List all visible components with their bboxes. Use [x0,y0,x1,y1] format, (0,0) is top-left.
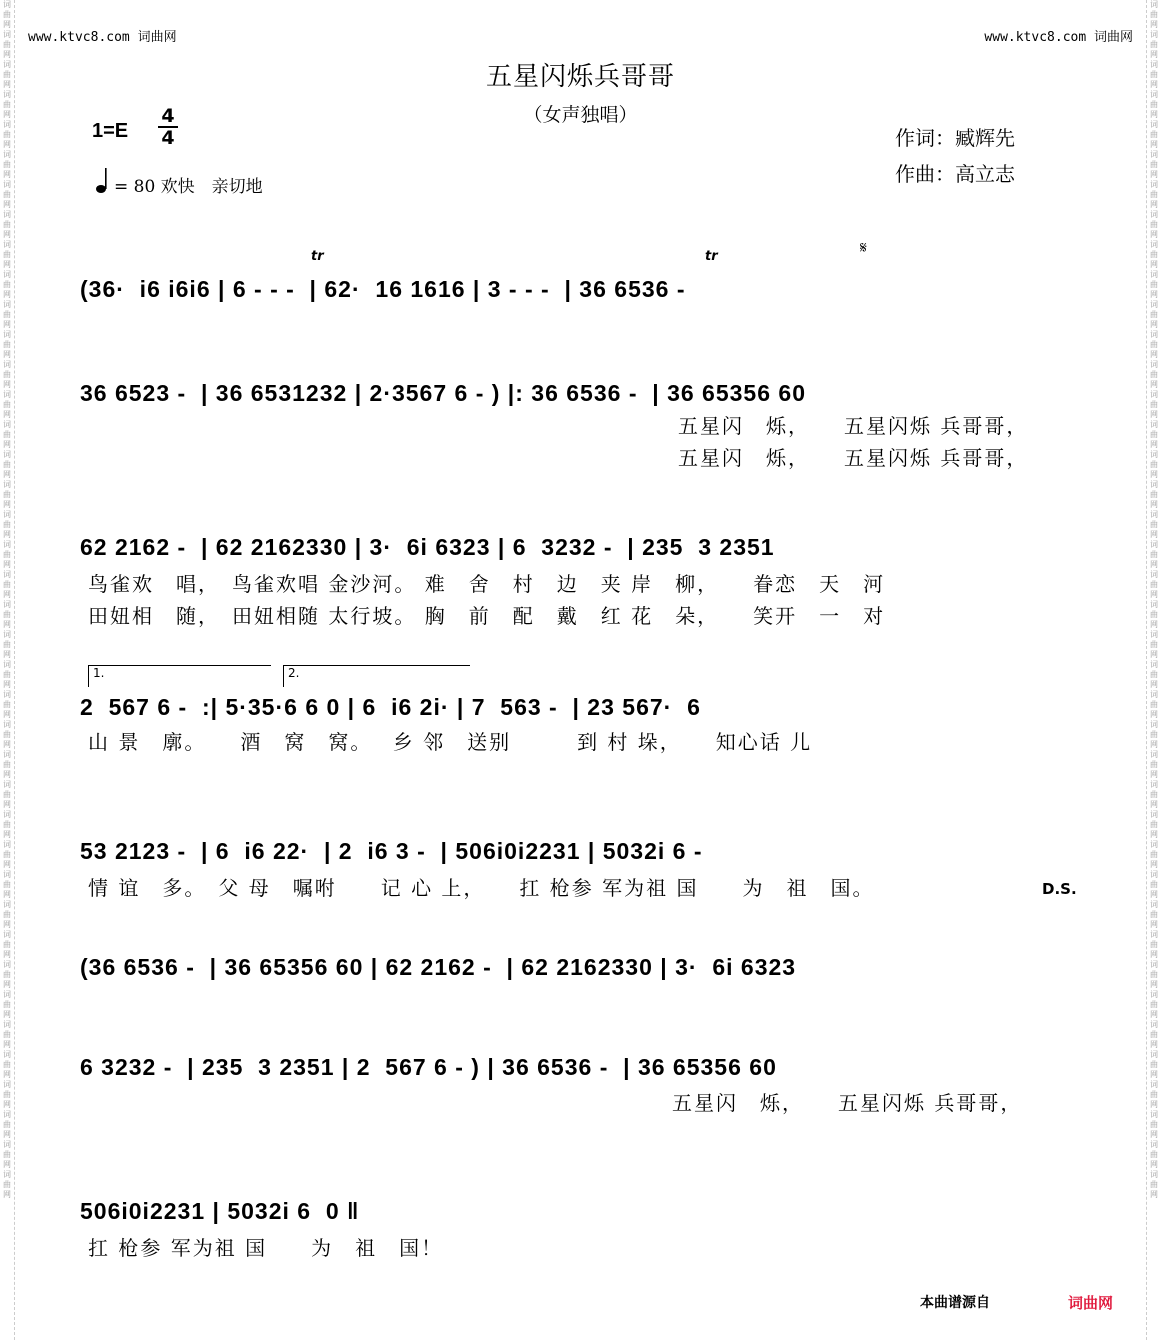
staff-row-1 [80,264,1075,314]
notation-line: 53 2123 - | 6 i6 22· | 2 i6 3 - | 506i0i2231 | 5032i 6 - [80,838,703,864]
notation-line: 6 3232 - | 235 3 2351 | 2 567 6 - ) | 36 6536 - | 36 65356 60 [80,1054,777,1080]
staff-row-3 [80,522,1075,572]
trill-mark: tr [705,249,718,264]
time-signature-top: 4 [161,105,175,127]
notation-line: 2 567 6 - :| 5·35·6 6 0 | 6 i6 2i· | 7 563 - | 23 567· 6 [80,694,701,720]
staff-row-8 [80,1186,1075,1236]
lyric-verse-2: 田妞相 随， 田妞相随 太行坡。 胸 前 配 戴 红 花 朵， 笑开 一 对 [88,604,886,628]
header-watermark-left: www.ktvc8.com 词曲网 [28,30,177,45]
staff-row-4 [80,682,1075,732]
tempo-marking: = 80 欢快 亲切地 [114,177,263,197]
notation-line: (36· i6 i6i6 | 6 - - - | 62· 16 1616 | 3 - - - | 36 6536 - [80,276,686,302]
song-title: 五星闪烁兵哥哥 [485,62,675,92]
lyric-verse-1: 五星闪 烁， 五星闪烁 兵哥哥， [672,1091,1023,1115]
lyric-verse-1: 山 景 廓。 酒 窝 窝。 乡 邻 送别 到 村 垛， 知心话 儿 [88,730,813,754]
side-watermark-left: 词曲网词曲网词曲网词曲网词曲网词曲网词曲网词曲网词曲网词曲网词曲网词曲网词曲网词曲网词曲网词曲网词曲网词曲网词曲网词曲网词曲网词曲网词曲网词曲网词曲网词曲网词曲网词曲网词曲网词曲网词曲网词曲网词曲网词曲网词曲网词曲网词曲网词曲网词曲网词曲网 [0,0,15,1340]
notation-line: 506i0i2231 | 5032i 6 0 ‖ [80,1198,360,1224]
lyric-verse-1: 鸟雀欢 唱， 鸟雀欢唱 金沙河。 难 舍 村 边 夹 岸 柳， 眷恋 天 河 [88,572,886,596]
staff-row-7 [80,1042,1075,1092]
staff-row-5 [80,826,1075,876]
side-watermark-right: 词曲网词曲网词曲网词曲网词曲网词曲网词曲网词曲网词曲网词曲网词曲网词曲网词曲网词曲网词曲网词曲网词曲网词曲网词曲网词曲网词曲网词曲网词曲网词曲网词曲网词曲网词曲网词曲网词曲网词曲网词曲网词曲网词曲网词曲网词曲网词曲网词曲网词曲网词曲网词曲网 [1146,0,1161,1340]
segno-sign: 𝄋 [860,238,867,257]
lyric-verse-1: 五星闪 烁， 五星闪烁 兵哥哥， [678,414,1029,438]
brand-logo[interactable]: 词曲网 [1068,1294,1114,1312]
volta-2-bracket: 2. [283,665,470,687]
time-signature [158,106,178,148]
source-note: 本曲谱源自 [920,1295,990,1311]
dal-segno-mark: D.S. [1042,880,1077,898]
song-subtitle: （女声独唱） [523,104,638,126]
volta-1-bracket: 1. [88,665,271,687]
time-signature-bottom: 4 [158,126,178,148]
lyric-verse-1: 扛 枪参 军为祖 国 为 祖 国！ [88,1236,444,1260]
lyric-verse-1: 情 谊 多。 父 母 嘱咐 记 心 上， 扛 枪参 军为祖 国 为 祖 国。 [88,876,875,900]
header-watermark-right: www.ktvc8.com 词曲网 [984,30,1133,45]
notation-line: 62 2162 - | 62 2162330 | 3· 6i 6323 | 6 3232 - | 235 3 2351 [80,534,775,560]
trill-mark: tr [311,249,324,264]
lyric-verse-2: 五星闪 烁， 五星闪烁 兵哥哥， [678,446,1029,470]
staff-row-6 [80,942,1075,992]
notation-line: (36 6536 - | 36 65356 60 | 62 2162 - | 62 2162330 | 3· 6i 6323 [80,954,797,980]
key-signature: 1=E [92,120,129,142]
composer: 作曲：高立志 [895,162,1015,186]
notation-line: 36 6523 - | 36 6531232 | 2·3567 6 - ) |: 36 6536 - | 36 65356 60 [80,380,806,406]
lyricist: 作词：臧辉先 [895,126,1015,150]
quarter-note-icon [96,168,110,198]
